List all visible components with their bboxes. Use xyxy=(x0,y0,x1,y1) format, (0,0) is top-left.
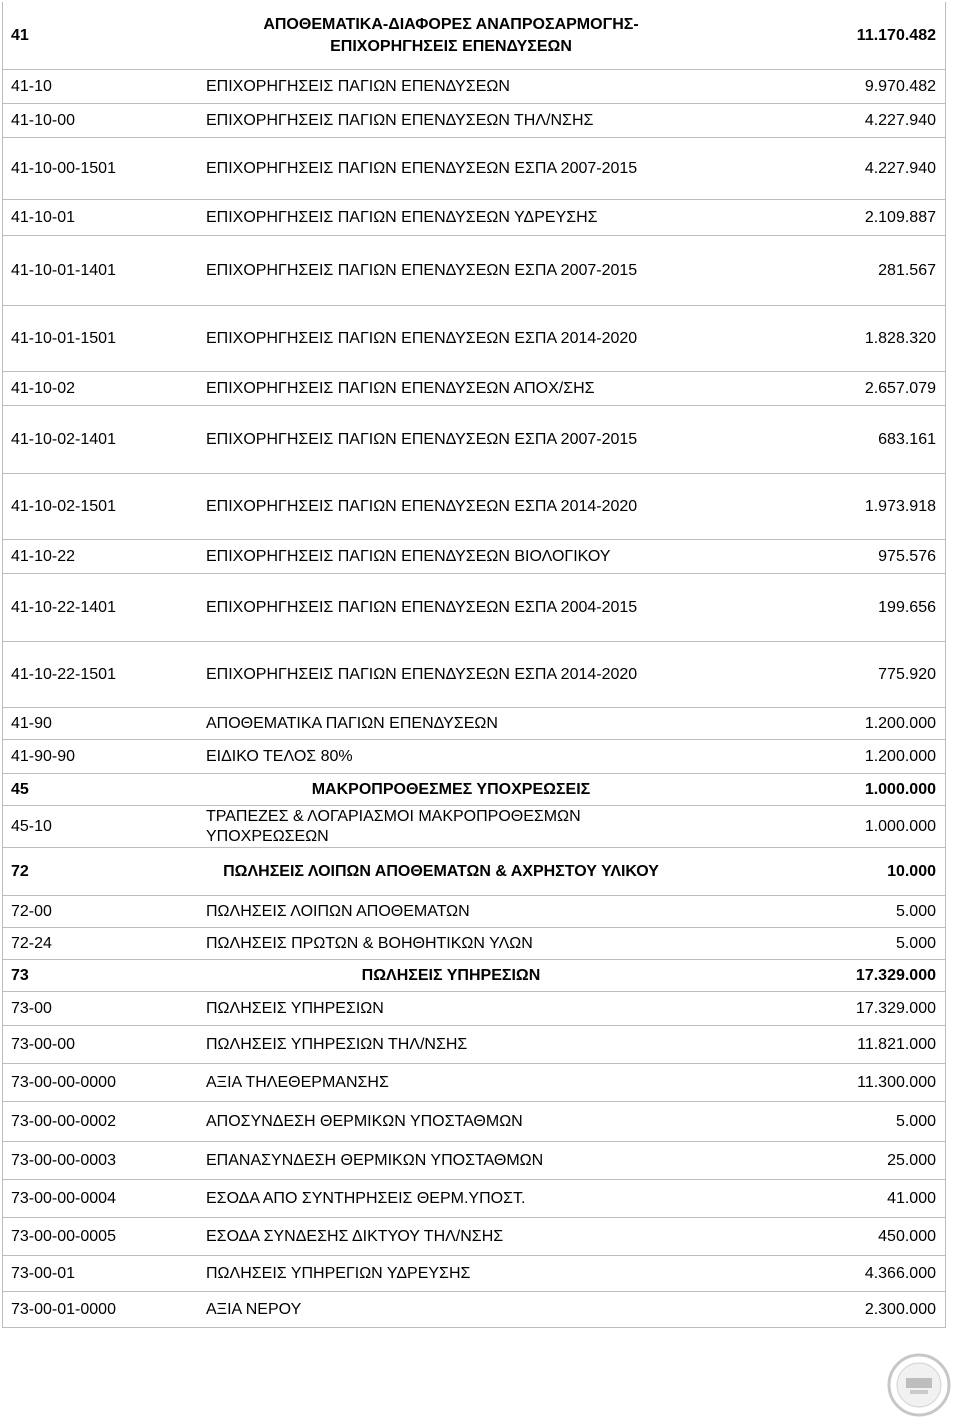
account-description: ΠΩΛΗΣΕΙΣ ΥΠΗΡΕΓΙΩΝ ΥΔΡΕΥΣΗΣ xyxy=(206,1264,471,1282)
account-amount: 11.170.482 xyxy=(856,26,936,44)
table-row xyxy=(2,848,945,896)
table-row xyxy=(2,1218,945,1256)
account-amount: 975.576 xyxy=(878,547,936,565)
account-code: 73 xyxy=(11,966,29,984)
account-amount: 5.000 xyxy=(895,902,936,920)
table-row xyxy=(2,104,945,138)
account-description: ΕΣΟΔΑ ΑΠΟ ΣΥΝΤΗΡΗΣΕΙΣ ΘΕΡΜ.ΥΠΟΣΤ. xyxy=(206,1189,526,1207)
account-code: 41-10-22-1501 xyxy=(11,665,116,683)
account-amount: 775.920 xyxy=(878,665,936,683)
table-row xyxy=(2,306,945,372)
account-code: 73-00-00-0002 xyxy=(11,1112,116,1130)
table-row xyxy=(2,1292,945,1328)
account-description: ΕΠΙΧΟΡΗΓΗΣΕΙΣ ΠΑΓΙΩΝ ΕΠΕΝΔΥΣΕΩΝ ΕΣΠΑ 2014-2020 xyxy=(206,665,638,683)
table-row xyxy=(2,236,945,306)
account-amount: 2.657.079 xyxy=(864,379,936,397)
account-code: 41 xyxy=(11,26,29,44)
account-amount: 1.200.000 xyxy=(864,714,936,732)
account-description: ΕΠΙΧΟΡΗΓΗΣΕΙΣ ΠΑΓΙΩΝ ΕΠΕΝΔΥΣΕΩΝ xyxy=(206,77,510,95)
table-row xyxy=(2,70,945,104)
account-code: 45-10 xyxy=(11,817,52,835)
account-description: ΜΑΚΡΟΠΡΟΘΕΣΜΕΣ ΥΠΟΧΡΕΩΣΕΙΣ xyxy=(311,780,591,798)
account-description: ΑΠΟΘΕΜΑΤΙΚΑ ΠΑΓΙΩΝ ΕΠΕΝΔΥΣΕΩΝ xyxy=(206,714,498,732)
table-row xyxy=(2,200,945,236)
table-row xyxy=(2,992,945,1026)
account-amount: 5.000 xyxy=(895,1112,936,1130)
table-row xyxy=(2,2,945,70)
account-code: 41-10-22-1401 xyxy=(11,598,116,616)
account-amount: 1.200.000 xyxy=(864,747,936,765)
table-row xyxy=(2,708,945,740)
table-row xyxy=(2,1064,945,1102)
account-description: ΕΠΙΧΟΡΗΓΗΣΕΙΣ ΠΑΓΙΩΝ ΕΠΕΝΔΥΣΕΩΝ ΕΣΠΑ 2014-2020 xyxy=(206,497,638,515)
account-description: ΠΩΛΗΣΕΙΣ ΛΟΙΠΩΝ ΑΠΟΘΕΜΑΤΩΝ xyxy=(206,902,470,920)
account-code: 41-10-22 xyxy=(11,547,76,565)
account-code: 41-10 xyxy=(11,77,52,95)
account-description: ΤΡΑΠΕΖΕΣ & ΛΟΓΑΡΙΑΣΜΟΙ ΜΑΚΡΟΠΡΟΘΕΣΜΩΝ ΥΠΟΧΡΕΩΣΕΩΝ xyxy=(206,807,581,845)
account-code: 72-00 xyxy=(11,902,52,920)
table-row xyxy=(2,372,945,406)
account-code: 72-24 xyxy=(11,934,52,952)
account-amount: 281.567 xyxy=(878,261,936,279)
account-code: 41-90 xyxy=(11,714,52,732)
account-description: ΠΩΛΗΣΕΙΣ ΥΠΗΡΕΣΙΩΝ xyxy=(361,966,541,984)
account-amount: 683.161 xyxy=(878,430,936,448)
account-amount: 17.329.000 xyxy=(855,999,936,1017)
account-description: ΕΠΙΧΟΡΗΓΗΣΕΙΣ ΠΑΓΙΩΝ ΕΠΕΝΔΥΣΕΩΝ ΕΣΠΑ 2007-2015 xyxy=(206,430,638,448)
account-code: 45 xyxy=(11,780,29,798)
account-amount: 17.329.000 xyxy=(855,966,936,984)
table-row xyxy=(2,960,945,992)
table-row xyxy=(2,1180,945,1218)
table-row xyxy=(2,928,945,960)
account-amount: 9.970.482 xyxy=(864,77,936,95)
account-code: 73-00-00-0003 xyxy=(11,1151,116,1169)
account-amount: 41.000 xyxy=(887,1189,936,1207)
account-code: 73-00-00-0004 xyxy=(11,1189,116,1207)
account-code: 73-00 xyxy=(11,999,52,1017)
account-description: ΑΞΙΑ ΤΗΛΕΘΕΡΜΑΝΣΗΣ xyxy=(206,1073,389,1091)
account-description: ΑΞΙΑ ΝΕΡΟΥ xyxy=(206,1300,302,1318)
account-amount: 4.366.000 xyxy=(864,1264,936,1282)
account-code: 41-10-00-1501 xyxy=(11,159,116,177)
account-code: 41-10-02 xyxy=(11,379,76,397)
account-code: 41-10-01-1501 xyxy=(11,329,116,347)
account-code: 41-10-00 xyxy=(11,111,76,129)
account-description: ΕΠΙΧΟΡΗΓΗΣΕΙΣ ΠΑΓΙΩΝ ΕΠΕΝΔΥΣΕΩΝ ΕΣΠΑ 2004-2015 xyxy=(206,598,638,616)
account-code: 41-90-90 xyxy=(11,747,76,765)
account-description: ΕΣΟΔΑ ΣΥΝΔΕΣΗΣ ΔΙΚΤΥΟΥ ΤΗΛ/ΝΣΗΣ xyxy=(206,1227,504,1245)
account-code: 41-10-01-1401 xyxy=(11,261,116,279)
account-description: ΕΠΙΧΟΡΗΓΗΣΕΙΣ ΠΑΓΙΩΝ ΕΠΕΝΔΥΣΕΩΝ ΑΠΟΧ/ΣΗΣ xyxy=(206,379,595,397)
account-amount: 1.000.000 xyxy=(864,817,936,835)
account-description: ΕΙΔΙΚΟ ΤΕΛΟΣ 80% xyxy=(206,747,353,765)
account-code: 41-10-01 xyxy=(11,208,76,226)
account-code: 73-00-00-0005 xyxy=(11,1227,116,1245)
account-description: ΕΠΙΧΟΡΗΓΗΣΕΙΣ ΠΑΓΙΩΝ ΕΠΕΝΔΥΣΕΩΝ ΕΣΠΑ 2014-2020 xyxy=(206,329,638,347)
table-row xyxy=(2,474,945,540)
account-amount: 10.000 xyxy=(887,862,936,880)
account-amount: 25.000 xyxy=(887,1151,936,1169)
account-description: ΕΠΙΧΟΡΗΓΗΣΕΙΣ ΠΑΓΙΩΝ ΕΠΕΝΔΥΣΕΩΝ ΕΣΠΑ 2007-2015 xyxy=(206,261,638,279)
account-description: ΕΠΙΧΟΡΗΓΗΣΕΙΣ ΠΑΓΙΩΝ ΕΠΕΝΔΥΣΕΩΝ ΤΗΛ/ΝΣΗΣ xyxy=(206,111,594,129)
account-amount: 4.227.940 xyxy=(864,111,936,129)
logo-watermark-icon xyxy=(886,1352,952,1418)
account-amount: 11.300.000 xyxy=(857,1073,936,1091)
account-description: ΑΠΟΣΥΝΔΕΣΗ ΘΕΡΜΙΚΩΝ ΥΠΟΣΤΑΘΜΩΝ xyxy=(206,1112,523,1130)
table-row xyxy=(2,138,945,200)
table-row xyxy=(2,740,945,774)
account-amount: 199.656 xyxy=(878,598,936,616)
account-amount: 5.000 xyxy=(895,934,936,952)
account-code: 73-00-00 xyxy=(11,1035,76,1053)
account-amount: 1.000.000 xyxy=(864,780,936,798)
account-description: ΕΠΙΧΟΡΗΓΗΣΕΙΣ ΠΑΓΙΩΝ ΕΠΕΝΔΥΣΕΩΝ ΥΔΡΕΥΣΗΣ xyxy=(206,208,598,226)
table-row xyxy=(2,1026,945,1064)
account-amount: 4.227.940 xyxy=(864,159,936,177)
account-code: 41-10-02-1401 xyxy=(11,430,116,448)
account-description: ΠΩΛΗΣΕΙΣ ΛΟΙΠΩΝ ΑΠΟΘΕΜΑΤΩΝ & ΑΧΡΗΣΤΟΥ ΥΛΙΚΟΥ xyxy=(223,862,659,880)
table-row xyxy=(2,574,945,642)
account-description: ΠΩΛΗΣΕΙΣ ΠΡΩΤΩΝ & ΒΟΗΘΗΤΙΚΩΝ ΥΛΩΝ xyxy=(206,934,533,952)
account-amount: 2.109.887 xyxy=(864,208,936,226)
table-row xyxy=(2,406,945,474)
account-description: ΠΩΛΗΣΕΙΣ ΥΠΗΡΕΣΙΩΝ ΤΗΛ/ΝΣΗΣ xyxy=(206,1035,468,1053)
account-amount: 1.973.918 xyxy=(864,497,936,515)
table-row xyxy=(2,540,945,574)
account-description: ΕΠΙΧΟΡΗΓΗΣΕΙΣ ΠΑΓΙΩΝ ΕΠΕΝΔΥΣΕΩΝ ΕΣΠΑ 2007-2015 xyxy=(206,159,638,177)
table-right-border xyxy=(945,2,946,1328)
table-row xyxy=(2,806,945,848)
account-code: 73-00-01-0000 xyxy=(11,1300,116,1318)
table-row xyxy=(2,1256,945,1292)
account-amount: 1.828.320 xyxy=(864,329,936,347)
table-row xyxy=(2,1142,945,1180)
account-description: ΑΠΟΘΕΜΑΤΙΚΑ-ΔΙΑΦΟΡΕΣ ΑΝΑΠΡΟΣΑΡΜΟΓΗΣ-ΕΠΙΧΟΡΗΓΗΣΕΙΣ ΕΠΕΝΔΥΣΕΩΝ xyxy=(263,15,639,55)
account-amount: 2.300.000 xyxy=(864,1300,936,1318)
account-code: 73-00-01 xyxy=(11,1264,76,1282)
table-row xyxy=(2,896,945,928)
account-amount: 11.821.000 xyxy=(857,1035,936,1053)
account-description: ΕΠΙΧΟΡΗΓΗΣΕΙΣ ΠΑΓΙΩΝ ΕΠΕΝΔΥΣΕΩΝ ΒΙΟΛΟΓΙΚΟΥ xyxy=(206,547,611,565)
table-row xyxy=(2,642,945,708)
account-code: 41-10-02-1501 xyxy=(11,497,116,515)
account-description: ΠΩΛΗΣΕΙΣ ΥΠΗΡΕΣΙΩΝ xyxy=(206,999,384,1017)
account-code: 72 xyxy=(11,862,29,880)
account-description: ΕΠΑΝΑΣΥΝΔΕΣΗ ΘΕΡΜΙΚΩΝ ΥΠΟΣΤΑΘΜΩΝ xyxy=(206,1151,544,1169)
account-amount: 450.000 xyxy=(878,1227,936,1245)
table-row xyxy=(2,1102,945,1142)
account-code: 73-00-00-0000 xyxy=(11,1073,116,1091)
table-row xyxy=(2,774,945,806)
